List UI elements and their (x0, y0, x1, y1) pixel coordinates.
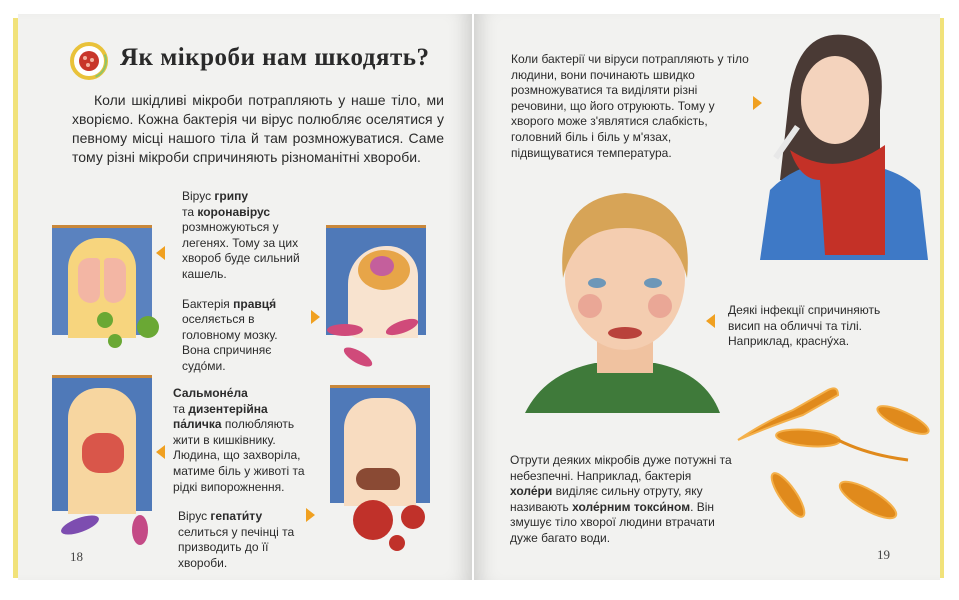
pointer-left-icon (156, 246, 165, 260)
text: Вірус (178, 509, 211, 524)
intestine-poster (52, 375, 152, 511)
boy-rash-illustration (525, 188, 725, 413)
bold-term: холе́рним токси́ном (572, 499, 691, 514)
pointer-right-icon (306, 508, 315, 522)
text: розмножуються у легенях. Тому за цих хвороб буде сильний кашель. (182, 220, 300, 281)
bold-term: гепати́ту (210, 509, 263, 524)
text: селиться у печінці та призводить до її хвороби. (178, 524, 295, 570)
cholera-text (510, 453, 735, 547)
text: Вірус (182, 189, 215, 203)
page-title: Як мікроби нам шкодять? (120, 44, 430, 71)
pointer-left-icon (156, 445, 165, 459)
text: . Він змушує тіло хворої людини втрачати дуже багато води. (510, 499, 715, 545)
bacteria-purple-icon (40, 505, 160, 565)
page-number-right: 19 (877, 547, 890, 562)
hepatitis-text (178, 509, 296, 571)
bacteria-pink-icon (320, 315, 430, 375)
text: та (182, 204, 198, 219)
tetanus-text (182, 297, 304, 375)
text: полюбляють жити в кишківнику. Людина, що захворіла, матиме біль у животі та рідкі випорожнення. (173, 417, 305, 494)
text: виділяє сильну отруту, яку називають (510, 484, 703, 514)
text: Отрути деяких мікробів дуже потужні та небезпечні. Наприклад, бактерія (510, 453, 732, 483)
liver-poster (330, 385, 430, 503)
lower-text-column (173, 386, 313, 572)
microbe-title-icon (70, 42, 108, 80)
text: та (173, 401, 189, 416)
cholera-bacteria-illustration (738, 380, 938, 530)
sick-girl-illustration (760, 30, 930, 260)
upper-text-column (182, 189, 317, 375)
page-number-left: 18 (70, 549, 83, 564)
virus-green-icon (90, 305, 170, 355)
bold-term: грипу (214, 189, 249, 203)
bold-term: Сальмоне́ла (173, 386, 248, 400)
bold-term: холе́ри (510, 484, 553, 499)
intro-paragraph: Коли шкідливі мікроби потрапляють у наше тіло, ми хворіємо. Кожна бактерія чи вірус полюбляє оселятися у певному місці нашого тіла й там розмножуватися. Саме тому різні мікроби спричиняють різноманітні хвороби. (72, 92, 444, 165)
bold-term: дизентерійна па́личка (173, 401, 268, 432)
flu-text (182, 189, 317, 283)
pointer-left-icon (706, 314, 715, 328)
symptoms-text: Коли бактерії чи віруси потрапляють у тіло людини, вони починають швидко розмножуватися та виділяти різні речовини, що його отруюють. Тому у хворого може з'являтися слабкість, головний біль і біль у м'язах, підвищуватися температура. (511, 52, 749, 160)
bold-term: правця́ (233, 296, 277, 311)
text: оселяється в головному мозку. Вона спричиняє судо́ми. (182, 312, 278, 373)
salmonella-text (173, 386, 313, 495)
text: Бактерія (182, 296, 234, 311)
bold-term: коронавірус (197, 204, 271, 219)
virus-red-icon (345, 495, 435, 555)
rash-text: Деякі інфекції спричиняють висип на обличчі та тілі. Наприклад, красну́ха. (728, 303, 881, 349)
